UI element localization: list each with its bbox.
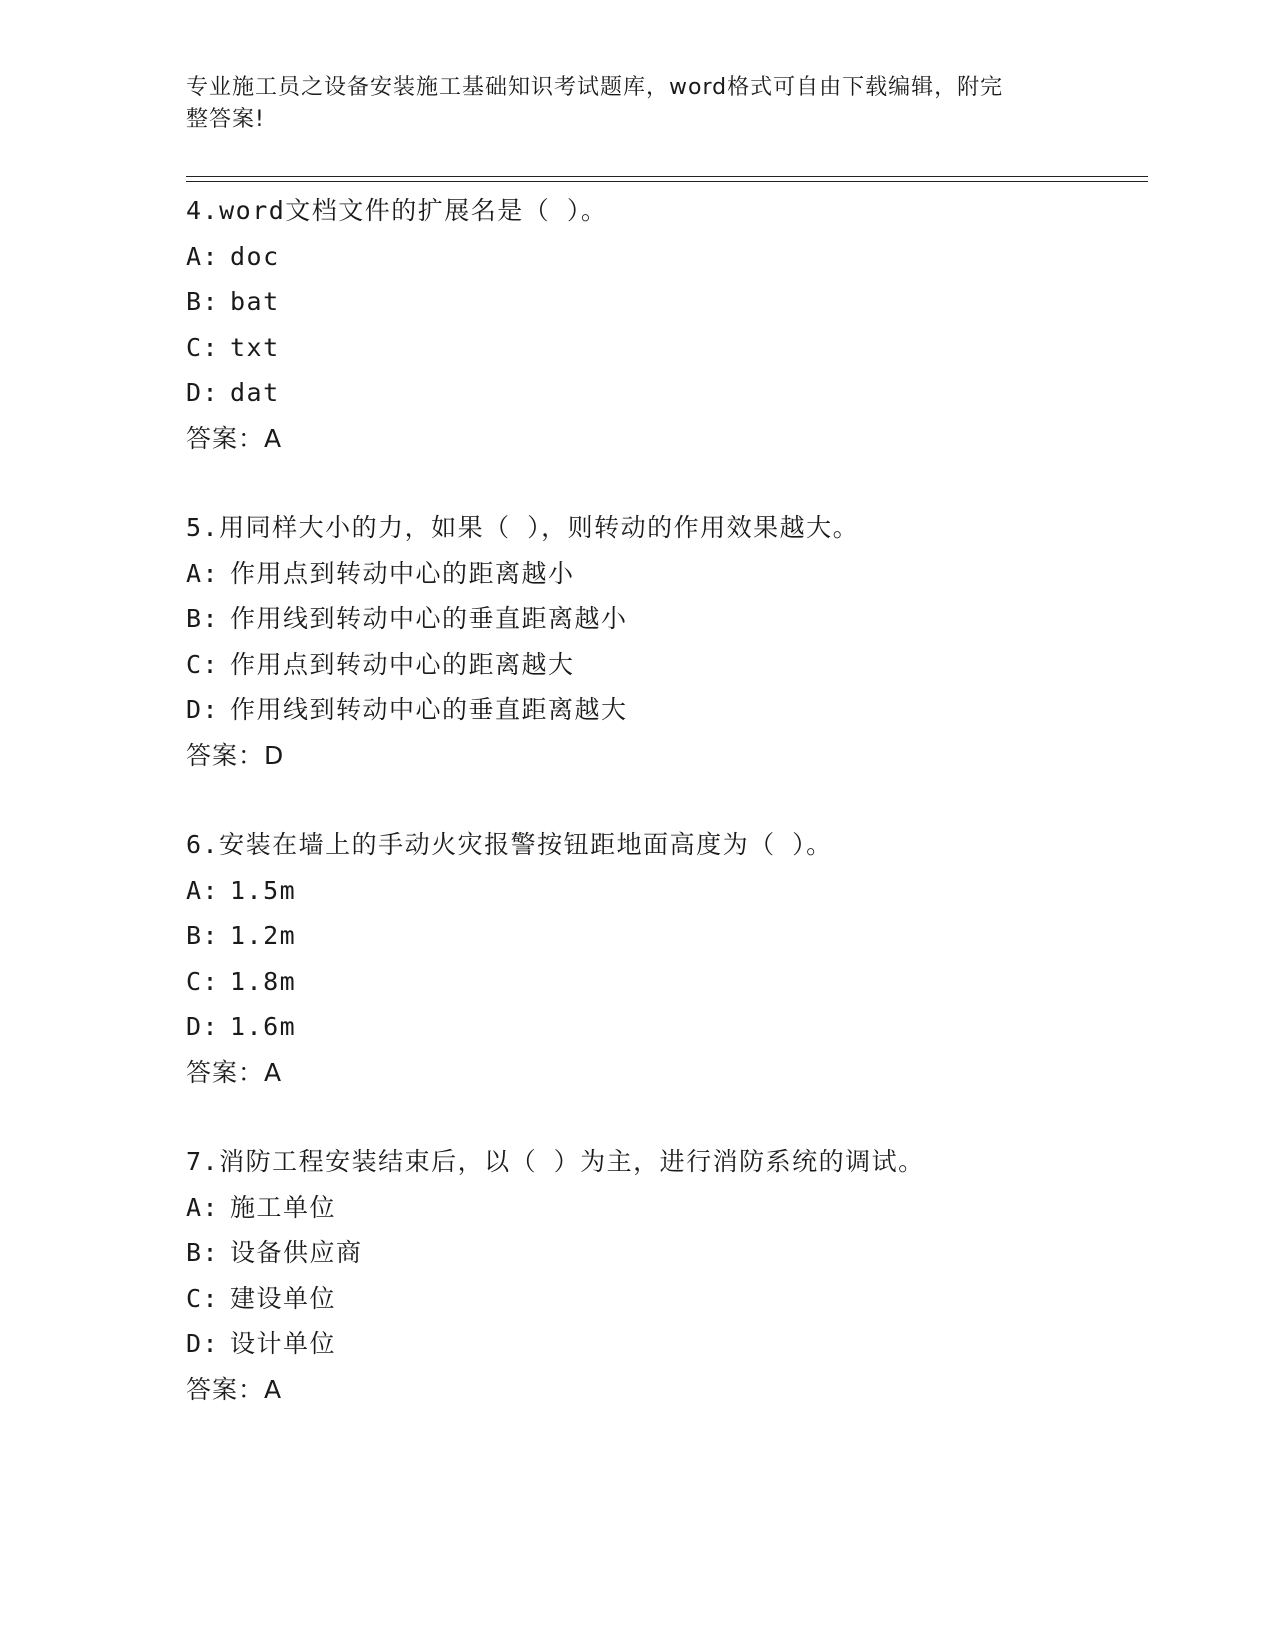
option-d (186, 687, 1146, 733)
question-4 (186, 188, 1146, 461)
option-text: 建设单位 (230, 1283, 337, 1313)
option-letter: C: (186, 332, 220, 362)
option-text: 作用线到转动中心的垂直距离越小 (230, 604, 628, 633)
option-letter: A: (186, 558, 220, 588)
option-a (186, 868, 1146, 914)
option-text: 1.5m (230, 875, 297, 905)
option-b (186, 913, 1146, 959)
option-letter: D: (186, 695, 220, 724)
question-list (186, 188, 1146, 1412)
question-spacer (186, 1095, 1146, 1139)
question-title: 6.安装在墙上的手动火灾报警按钮距地面高度为（ ）。 (186, 830, 833, 859)
option-letter: D: (186, 1012, 220, 1041)
option-text: 作用点到转动中心的距离越大 (230, 649, 575, 679)
option-letter: B: (186, 604, 220, 633)
answer-line: 答案：D (186, 740, 285, 770)
option-a (186, 234, 1146, 280)
option-text: 作用点到转动中心的距离越小 (230, 558, 575, 588)
option-letter: A: (186, 241, 220, 271)
option-a (186, 551, 1146, 597)
question-6 (186, 822, 1146, 1095)
answer-line: 答案：A (186, 1057, 283, 1087)
question-spacer (186, 778, 1146, 822)
option-letter: B: (186, 1238, 220, 1267)
question-spacer (186, 461, 1146, 505)
option-letter: D: (186, 378, 220, 407)
option-d (186, 1004, 1146, 1050)
question-title: 4.word文档文件的扩展名是（ ）。 (186, 196, 608, 225)
option-d (186, 1321, 1146, 1367)
header-line-2: 整答案! (186, 107, 265, 132)
option-text: 设计单位 (230, 1329, 337, 1358)
option-b (186, 1230, 1146, 1276)
option-text: 设备供应商 (230, 1238, 363, 1267)
option-letter: A: (186, 1192, 220, 1222)
option-text: 施工单位 (230, 1192, 337, 1222)
option-text: bat (230, 287, 280, 316)
option-c (186, 642, 1146, 688)
option-c (186, 325, 1146, 371)
option-text: 1.8m (230, 966, 297, 996)
question-title: 7.消防工程安装结束后，以（ ）为主，进行消防系统的调试。 (186, 1147, 925, 1176)
option-letter: C: (186, 649, 220, 679)
document-header (186, 72, 1066, 136)
option-b (186, 279, 1146, 325)
header-line-1: 专业施工员之设备安装施工基础知识考试题库，word格式可自由下载编辑，附完 (186, 75, 1004, 100)
header-divider-bottom (186, 181, 1148, 182)
option-text: dat (230, 378, 280, 407)
option-c (186, 959, 1146, 1005)
option-text: 1.6m (230, 1012, 297, 1041)
option-d (186, 370, 1146, 416)
option-a (186, 1185, 1146, 1231)
option-text: doc (230, 241, 280, 271)
option-letter: D: (186, 1329, 220, 1358)
option-letter: C: (186, 1283, 220, 1313)
option-b (186, 596, 1146, 642)
option-c (186, 1276, 1146, 1322)
question-7 (186, 1139, 1146, 1412)
question-title: 5.用同样大小的力，如果（ ），则转动的作用效果越大。 (186, 513, 860, 542)
answer-line: 答案：A (186, 1374, 283, 1404)
header-divider-top (186, 176, 1148, 177)
answer-line: 答案：A (186, 423, 283, 453)
option-text: txt (230, 332, 280, 362)
option-letter: A: (186, 875, 220, 905)
question-5 (186, 505, 1146, 778)
option-letter: C: (186, 966, 220, 996)
option-letter: B: (186, 287, 220, 316)
option-text: 1.2m (230, 921, 297, 950)
option-text: 作用线到转动中心的垂直距离越大 (230, 695, 628, 724)
option-letter: B: (186, 921, 220, 950)
